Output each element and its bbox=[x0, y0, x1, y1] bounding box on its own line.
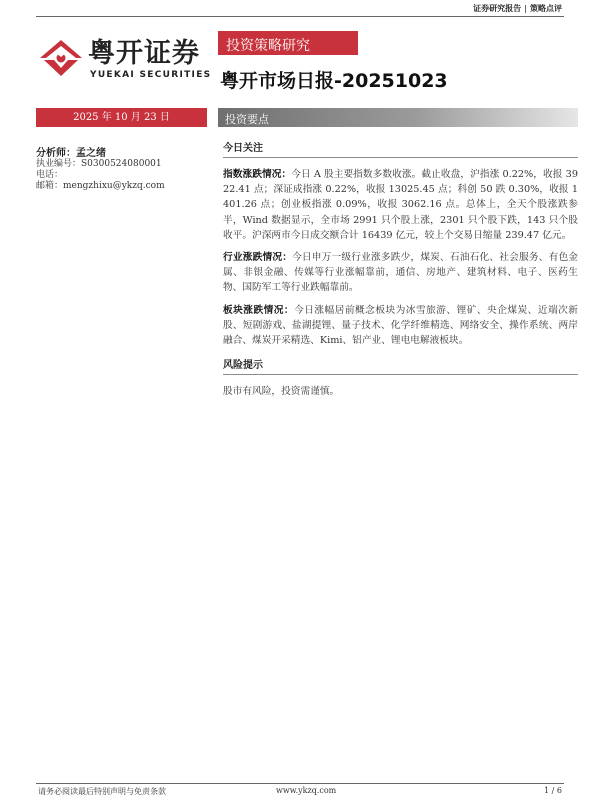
analyst-name: 孟之绪 bbox=[76, 148, 106, 159]
analyst-license-label: 执业编号： bbox=[36, 159, 82, 169]
footer-website[interactable]: www.ykzq.com bbox=[276, 786, 337, 795]
logo-name-en: YUEKAI SECURITIES bbox=[90, 70, 212, 80]
analyst-email-label: 邮箱： bbox=[36, 181, 64, 191]
index-paragraph bbox=[223, 167, 578, 243]
logo-name-cn: 粤开证券 bbox=[88, 38, 200, 69]
report-title: 粤开市场日报-20251023 bbox=[220, 70, 448, 92]
industry-label: 行业涨跌情况： bbox=[223, 252, 293, 264]
yuekai-logo-icon bbox=[38, 38, 84, 78]
analyst-email[interactable]: mengzhixu@ykzq.com bbox=[63, 181, 165, 191]
category-label: 投资策略研究 bbox=[226, 38, 310, 54]
report-category: 策略点评 bbox=[530, 4, 562, 13]
category-banner bbox=[218, 31, 358, 55]
footer-divider bbox=[36, 783, 564, 784]
report-type: 证券研究报告 bbox=[473, 4, 522, 13]
analyst-name-label: 分析师： bbox=[36, 148, 76, 159]
industry-paragraph bbox=[223, 250, 578, 296]
report-date: 2025 年 10 月 23 日 bbox=[73, 112, 170, 123]
sector-label: 板块涨跌情况： bbox=[223, 304, 295, 316]
analyst-license: S0300524080001 bbox=[81, 159, 162, 169]
analyst-phone-line bbox=[36, 170, 165, 181]
analyst-email-line bbox=[36, 181, 165, 192]
analyst-license-line bbox=[36, 159, 165, 170]
date-bar bbox=[36, 108, 207, 127]
risk-heading: 风险提示 bbox=[223, 359, 578, 375]
index-text: 今日 A 股主要指数多数收涨。截止收盘，沪指涨 0.22%，收报 3922.41 点；深证成指涨 0.22%，收报 13025.45 点；科创 50 跌 0.30%，收报 1401.26 点；创业板指涨 0.09%，收报 3062.16 点。总体上，全天个股涨跌参半，Wind 数据显示，全市场 2991 只个股上涨，2301 只个股下跌，143 只个股收平。沪深两市今日成交额合计 16439 亿元，较上个交易日缩量 239.47 亿元。 bbox=[223, 169, 578, 241]
header-separator: | bbox=[524, 4, 527, 13]
analyst-info bbox=[36, 148, 165, 192]
risk-text: 股市有风险，投资需谨慎。 bbox=[223, 386, 340, 398]
footer-page-number: 1 / 6 bbox=[544, 786, 562, 795]
sector-text: 今日涨幅居前概念板块为冰雪旅游、锂矿、央企煤炭、近端次新股、短剧游戏、盐湖提锂、量子技术、化学纤维精选、网络安全、操作系统、两岸融合、煤炭开采精选、Kimi、铝产业、锂电电解液板块。 bbox=[223, 304, 578, 347]
analyst-name-line bbox=[36, 148, 165, 159]
header-divider bbox=[36, 16, 564, 17]
industry-text: 今日申万一级行业涨多跌少，煤炭、石油石化、社会服务、有色金属、非银金融、传媒等行业涨幅靠前，通信、房地产、建筑材料、电子、医药生物、国防军工等行业跌幅靠前。 bbox=[223, 252, 578, 294]
section-label: 投资要点 bbox=[225, 113, 269, 126]
analyst-phone-label: 电话： bbox=[36, 170, 64, 180]
report-content bbox=[223, 142, 578, 406]
report-header bbox=[473, 3, 562, 14]
footer-disclaimer: 请务必阅读最后特别声明与免责条款 bbox=[38, 787, 166, 796]
today-focus-heading: 今日关注 bbox=[223, 142, 578, 158]
sector-paragraph bbox=[223, 303, 578, 349]
index-label: 指数涨跌情况： bbox=[223, 169, 292, 180]
section-bar bbox=[218, 108, 578, 127]
